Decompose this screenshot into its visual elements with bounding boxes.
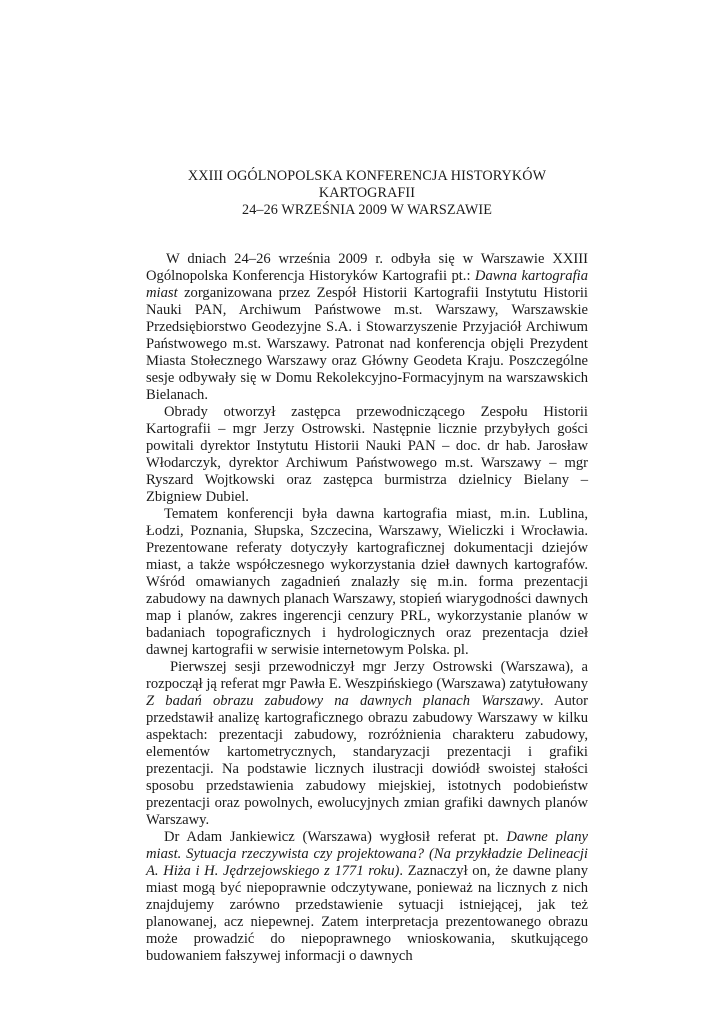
- page-title: [146, 168, 588, 219]
- emphasis-title: Dawna kartografia miast: [146, 268, 588, 301]
- title-line-2: 24–26 WRZEŚNIA 2009 W WARSZAWIE: [242, 202, 492, 218]
- article-body: [146, 251, 588, 965]
- emphasis-title: Z badań obrazu zabudowy na dawnych planach Warszawy: [146, 693, 540, 709]
- paragraph-intro: [146, 251, 588, 404]
- paragraph-jankiewicz: [146, 829, 588, 965]
- emphasis-title: Dawne plany miast. Sytuacja rzeczywista czy projektowana? (Na przykładzie Delineacji A. Hiża i H. Jędrzejowskiego z 1771 roku): [146, 829, 588, 879]
- paragraph-text: W dniach 24–26 września 2009 r. odbyła się w Warszawie XXIII Ogólnopolska Konferencja Historyków Kartografii pt.:: [146, 251, 588, 284]
- document-page: [146, 168, 588, 965]
- paragraph-opening: Obrady otworzył zastępca przewodniczącego Zespołu Historii Kartografii – mgr Jerzy Ostrowski. Następnie licznie przybyłych gości powitali dyrektor Instytutu Historii Nauki PAN – doc. dr hab. Jarosław Włodarczyk, dyrektor Archiwum Państwowego m.st. Warszawy – mgr Ryszard Wojtkowski oraz zastępca burmistrza dzielnicy Bielany – Zbigniew Dubiel.: [146, 404, 588, 505]
- paragraph-text: . Autor przedstawił analizę kartograficznego obrazu zabudowy Warszawy w kilku aspektach: prezentacji zabudowy, rozróżnienia charakteru zabudowy, elementów kartometrycznych, standaryzacji prezentacji i grafiki prezentacji. Na podstawie licznych ilustracji dowiódł swoistej stałości sposobu przedstawienia zabudowy miejskiej, istotnych podobieństw prezentacji oraz powolnych, ewolucyjnych zmian grafiki dawnych planów Warszawy.: [146, 693, 588, 828]
- paragraph-first-session: [146, 659, 588, 829]
- title-line-1: XXIII OGÓLNOPOLSKA KONFERENCJA HISTORYKÓW KARTOGRAFII: [187, 168, 547, 201]
- paragraph-text: zorganizowana przez Zespół Historii Kartografii Instytutu Historii Nauki PAN, Archiwum Państwowe m.st. Warszawy, Warszawskie Przedsiębiorstwo Geodezyjne S.A. i Stowarzyszenie Przyjaciół Archiwum Państwowego m.st. Warszawy. Patronat nad konferencja objęli Prezydent Miasta Stołecznego Warszawy oraz Główny Geodeta Kraju. Poszczególne sesje odbywały się w Domu Rekolekcyjno-Formacyjnym na warszawskich Bielanach.: [146, 285, 588, 403]
- paragraph-topics: Tematem konferencji była dawna kartografia miast, m.in. Lublina, Łodzi, Poznania, Słupska, Szczecina, Warszawy, Wieliczki i Wrocławia. Prezentowane referaty dotyczyły kartograficznej dokumentacji dziejów miast, a także współczesnego wykorzystania dzieł dawnych kartografów. Wśród omawianych zagadnień znalazły się m.in. forma prezentacji zabudowy na dawnych planach Warszawy, stopień wiarygodności dawnych map i planów, zakres ingerencji cenzury PRL, wykorzystanie planów w badaniach topograficznych i hydrologicznych oraz prezentacja dzieł dawnej kartografii w serwisie internetowym Polska. pl.: [146, 506, 588, 658]
- paragraph-text: . Zaznaczył on, że dawne plany miast mogą być niepoprawnie odczytywane, ponieważ na licznych z nich znajdujemy zarówno przedstawienie sytuacji istniejącej, jak też planowanej, acz niepewnej. Zatem interpretacja prezentowanego obrazu może prowadzić do niepoprawnego wnioskowania, skutkującego budowaniem fałszywej informacji o dawnych: [146, 863, 588, 964]
- paragraph-text: Pierwszej sesji przewodniczył mgr Jerzy Ostrowski (Warszawa), a rozpoczął ją referat mgr Pawła E. Weszpińskiego (Warszawa) zatytułowany: [146, 659, 588, 692]
- paragraph-text: Dr Adam Jankiewicz (Warszawa) wygłosił referat pt.: [164, 829, 507, 845]
